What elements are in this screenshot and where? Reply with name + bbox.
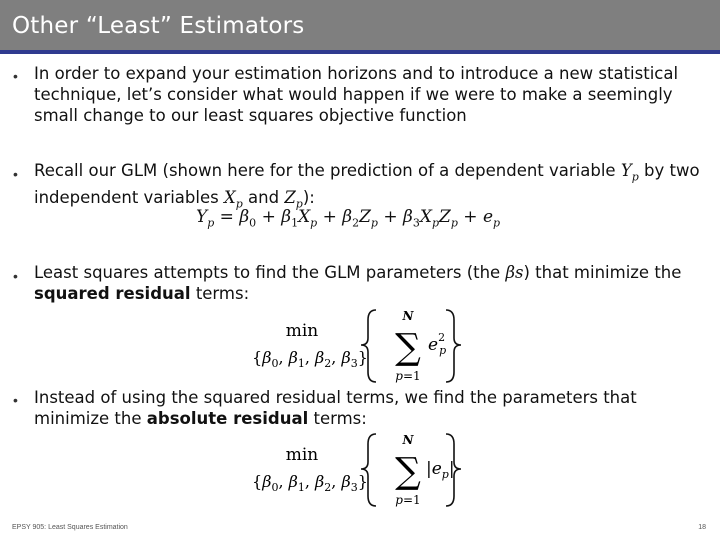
absolute-term: $|e_p|$ [426,459,455,481]
bullet-4-text [34,387,706,429]
var-z: $Z_p$ [284,188,303,211]
sum-lower: p=1 [395,493,421,507]
bullet-3-text [34,262,706,304]
beta-s: βs [505,263,524,282]
glm-equation: $Y_p = \beta_0 + \beta_1X_p + \beta_2Z_p + \beta_3X_pZ_p + e_p$ [196,207,501,230]
param-set: {$\beta_0$, $\beta_1$, $\beta_2$, $\beta_3$} [252,348,368,370]
bullet-3-mid: ) that minimize the [523,263,682,282]
squared-term: $e^2$ p [428,331,447,357]
left-brace [361,434,376,506]
bullet-2-and: and [248,188,280,208]
var-x: $X_p$ [223,188,243,211]
bullet-4-end: terms: [313,409,367,428]
var-y: $Y_p$ [620,161,639,184]
right-brace [446,310,461,382]
footer-course: EPSY 905: Least Squares Estimation [12,524,128,531]
bullet-marker: • [13,268,18,284]
bullet-4-bold: absolute residual [146,409,309,428]
min-label: min [285,445,319,465]
bullet-2-mid: by two independent variables [34,161,700,208]
bullet-1-text [34,63,706,126]
bullet-3-pre: Least squares attempts to find the GLM parameters (the [34,263,501,282]
slide-title: Other “Least” Estimators [12,13,305,39]
param-set: {$\beta_0$, $\beta_1$, $\beta_2$, $\beta_3$} [252,472,368,494]
sum-upper: N [402,309,414,323]
bullet-marker: • [13,166,18,182]
title-bar [0,0,720,50]
bullet-2-pre: Recall our GLM (shown here for the prediction of a dependent variable [34,161,616,180]
bullet-4-pre: Instead of using the squared residual terms, we find the parameters that minimize the [34,388,637,428]
bullet-marker: • [13,392,18,408]
least-squares-objective [250,306,470,386]
bullet-1-content: In order to expand your estimation horizons and to introduce a new statistical technique, let’s consider what would happen if we were to make a seemingly small change to our least squares objective function [34,64,679,125]
min-label: min [285,321,319,341]
footer-page-number: 18 [698,524,706,531]
bullet-2-end: ): [302,188,315,208]
bullet-marker: • [13,68,18,84]
sigma-symbol: ∑ [395,451,421,492]
sum-lower: p=1 [395,369,421,383]
bullet-3-bold: squared residual [34,284,191,303]
sigma-symbol: ∑ [395,327,421,368]
left-brace [361,310,376,382]
absolute-residual-objective [250,430,470,510]
slide-body [0,54,720,540]
bullet-3-end: terms: [195,284,250,303]
sum-upper: N [402,433,414,447]
